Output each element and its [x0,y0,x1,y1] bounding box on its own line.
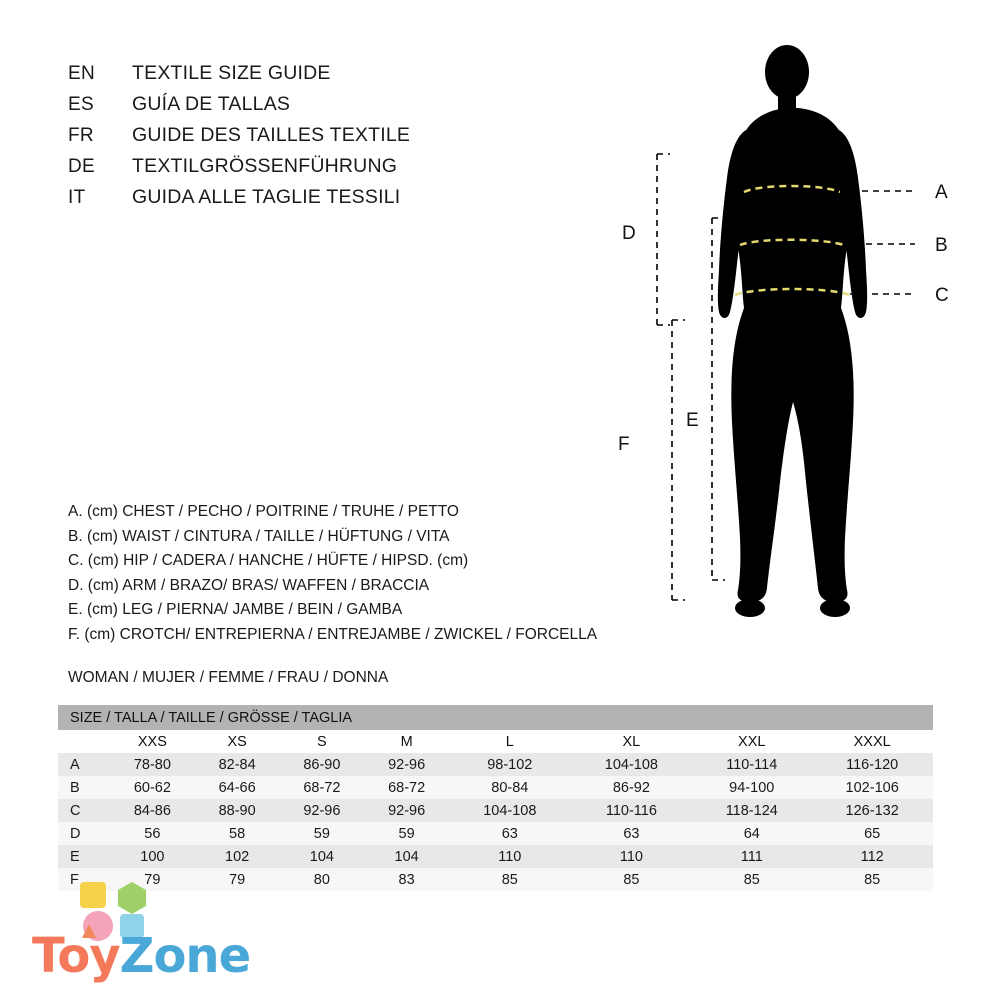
table-row [58,776,933,799]
row-label-d: D [58,822,110,845]
female-silhouette [718,45,867,617]
cell: 85 [811,868,933,891]
header-l: L [449,730,571,753]
cell: 80 [280,868,365,891]
cell: 85 [571,868,693,891]
cell: 104 [280,845,365,868]
cell: 59 [280,822,365,845]
header-corner [58,730,110,753]
title-text-fr: GUIDE DES TAILLES TEXTILE [132,124,411,146]
cell: 59 [364,822,449,845]
table-row [58,822,933,845]
row-label-e: E [58,845,110,868]
cell: 86-90 [280,753,365,776]
title-block [68,62,498,217]
title-text-de: TEXTILGRÖSSENFÜHRUNG [132,155,398,177]
cell: 79 [195,868,280,891]
table-row [58,845,933,868]
table-row [58,799,933,822]
subject-label: WOMAN / MUJER / FEMME / FRAU / DONNA [68,669,389,686]
cell: 104-108 [449,799,571,822]
cell: 58 [195,822,280,845]
cell: 102 [195,845,280,868]
cell: 85 [692,868,811,891]
title-lang-it: IT [68,187,86,208]
title-row [68,124,498,150]
row-label-b: B [58,776,110,799]
title-lang-en: EN [68,63,95,84]
cell: 110 [449,845,571,868]
cell: 110-114 [692,753,811,776]
logo-wordmark [32,928,250,984]
cell: 126-132 [811,799,933,822]
measurement-legend [68,500,628,647]
header-xxxl: XXXL [811,730,933,753]
cell: 92-96 [364,753,449,776]
cell: 64-66 [195,776,280,799]
title-lang-es: ES [68,94,94,115]
table-banner: SIZE / TALLA / TAILLE / GRÖSSE / TAGLIA [58,705,933,730]
legend-line-f: F. (cm) CROTCH/ ENTREPIERNA / ENTREJAMBE / ZWICKEL / FORCELLA [68,625,598,643]
cell: 83 [364,868,449,891]
row-label-c: C [58,799,110,822]
cell: 110-116 [571,799,693,822]
cell: 84-86 [110,799,195,822]
title-row [68,155,498,181]
toyzone-logo [20,880,310,990]
cell: 104-108 [571,753,693,776]
table-header-row [58,730,933,753]
marker-label-f: F [618,434,630,455]
cell: 118-124 [692,799,811,822]
title-text-es: GUÍA DE TALLAS [132,93,291,115]
cell: 63 [449,822,571,845]
cell: 60-62 [110,776,195,799]
size-table [58,705,933,891]
header-s: S [280,730,365,753]
title-lang-fr: FR [68,125,94,146]
cell: 63 [571,822,693,845]
cell: 110 [571,845,693,868]
title-row [68,93,498,119]
cell: 98-102 [449,753,571,776]
legend-line-a: A. (cm) CHEST / PECHO / POITRINE / TRUHE / PETTO [68,503,459,520]
title-text-it: GUIDA ALLE TAGLIE TESSILI [132,186,401,208]
cell: 88-90 [195,799,280,822]
cell: 68-72 [280,776,365,799]
table-row [58,753,933,776]
cell: 92-96 [280,799,365,822]
cell: 111 [692,845,811,868]
cell: 79 [110,868,195,891]
cell: 86-92 [571,776,693,799]
legend-line-c: C. (cm) HIP / CADERA / HANCHE / HÜFTE / HIPSD. (cm) [68,552,469,569]
cell: 82-84 [195,753,280,776]
header-xs: XS [195,730,280,753]
table-banner-row [58,705,933,730]
title-row [68,62,498,88]
marker-label-c: C [935,285,949,306]
marker-label-a: A [935,182,948,203]
cell: 65 [811,822,933,845]
figure-diagram [560,30,980,650]
cell: 102-106 [811,776,933,799]
row-label-a: A [58,753,110,776]
legend-line-e: E. (cm) LEG / PIERNA/ JAMBE / BEIN / GAMBA [68,601,403,618]
logo-text-toy: Toy [32,928,120,984]
cell: 92-96 [364,799,449,822]
cell: 68-72 [364,776,449,799]
header-xxl: XXL [692,730,811,753]
legend-line-d: D. (cm) ARM / BRAZO/ BRAS/ WAFFEN / BRACCIA [68,576,430,594]
marker-label-d: D [622,223,636,244]
cell: 85 [449,868,571,891]
cell: 116-120 [811,753,933,776]
bracket-f [672,320,685,600]
logo-text-zone: Zone [119,928,251,984]
title-lang-de: DE [68,156,95,177]
marker-label-e: E [686,410,699,431]
cell: 80-84 [449,776,571,799]
title-text-en: TEXTILE SIZE GUIDE [132,62,331,84]
title-row [68,186,498,212]
cell: 112 [811,845,933,868]
cell: 94-100 [692,776,811,799]
legend-line-b: B. (cm) WAIST / CINTURA / TAILLE / HÜFTUNG / VITA [68,527,450,545]
marker-label-b: B [935,235,948,256]
cell: 64 [692,822,811,845]
row-label-f: F [58,868,110,891]
cell: 104 [364,845,449,868]
cell: 78-80 [110,753,195,776]
header-xxs: XXS [110,730,195,753]
header-m: M [364,730,449,753]
bracket-d [657,154,670,325]
cell: 56 [110,822,195,845]
header-xl: XL [571,730,693,753]
cell: 100 [110,845,195,868]
